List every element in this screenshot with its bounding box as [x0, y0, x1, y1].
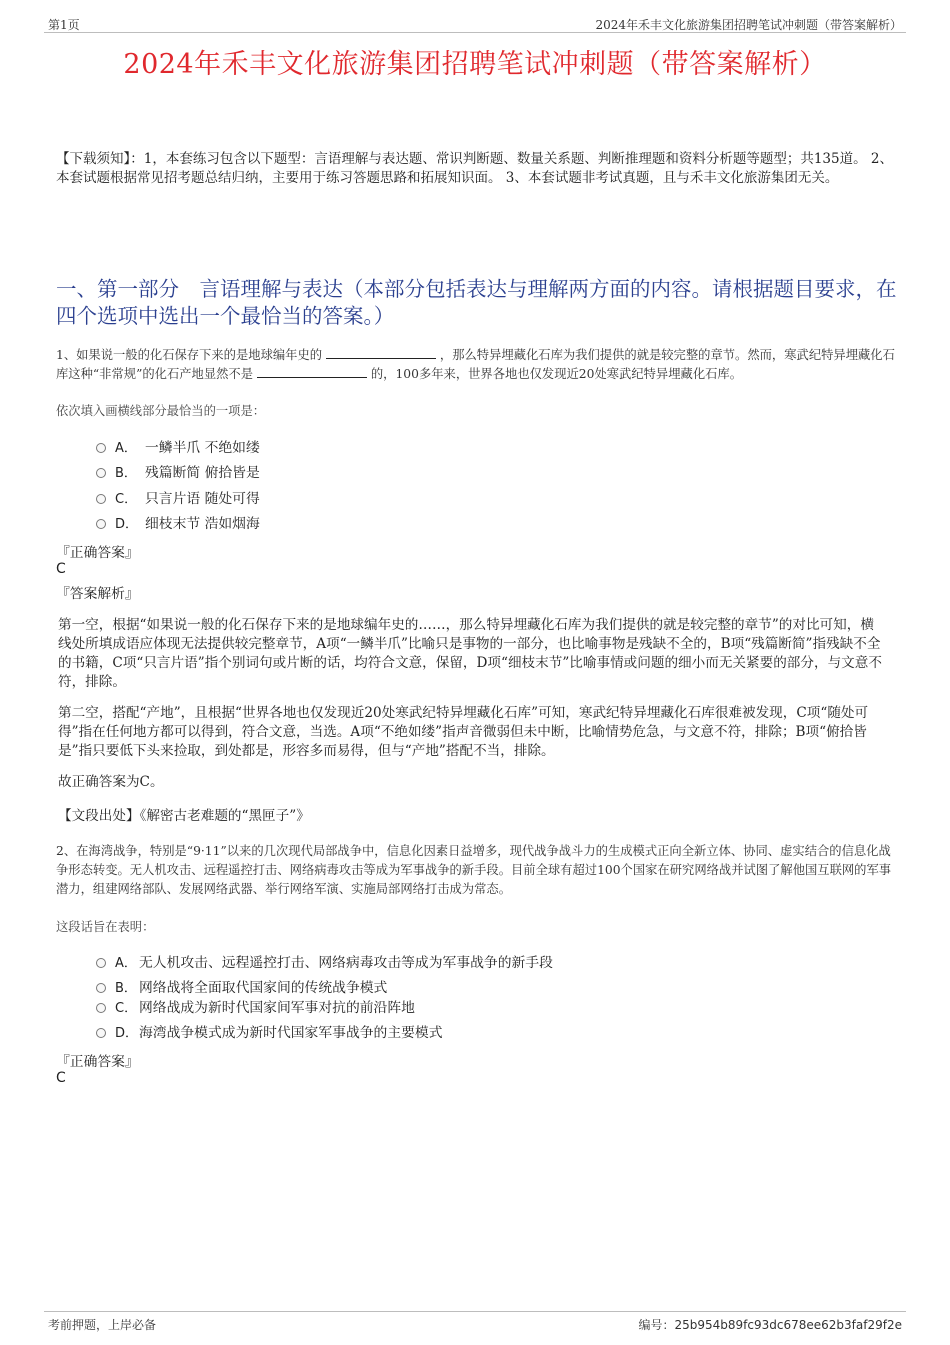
download-notice: 【下载须知】：1，本套练习包含以下题型：言语理解与表达题、常识判断题、数量关系题、判断推理题和资料分析题等题型；共135道。 2、本套试题根据常见招考题总结归纳，主要用于练习答题思路和拓展知识面。 3、本套试题非考试真题，且与禾丰文化旅游集团无关。	[56, 151, 893, 186]
q2-answer: C	[56, 1070, 66, 1086]
option-text: 只言片语 随处可得	[145, 491, 260, 507]
question-1-stem	[56, 346, 898, 384]
q2-option-d[interactable]	[96, 1021, 443, 1041]
option-letter: A．	[115, 955, 137, 971]
radio-icon[interactable]	[96, 1003, 106, 1013]
radio-icon[interactable]	[96, 443, 106, 453]
radio-icon[interactable]	[96, 983, 106, 993]
radio-icon[interactable]	[96, 519, 106, 529]
option-text: 海湾战争模式成为新时代国家军事战争的主要模式	[139, 1025, 443, 1041]
option-text: 残篇断简 俯拾皆是	[145, 465, 260, 481]
q1-answer-label: 『正确答案』	[56, 545, 139, 561]
option-letter: C．	[115, 491, 138, 507]
radio-icon[interactable]	[96, 494, 106, 504]
option-text: 细枝末节 浩如烟海	[145, 516, 260, 532]
question-2-stem: 2、在海湾战争，特别是“9·11”以来的几次现代局部战争中，信息化因素日益增多，现代战争战斗力的生成模式正向全新立体、协同、虚实结合的信息化战争形态转变。无人机攻击、远程遥控打击、网络病毒攻击等成为军事战争的新手段。目前全球有超过100个国家在研究网络战并试图了解他国互联网的军事潜力，组建网络部队、发展网络武器、举行网络军演、实施局部网络打击成为常态。	[56, 844, 892, 896]
q2-option-b[interactable]	[96, 976, 387, 996]
header-doc-title: 2024年禾丰文化旅游集团招聘笔试冲刺题（带答案解析）	[595, 18, 902, 32]
option-text: 无人机攻击、远程遥控打击、网络病毒攻击等成为军事战争的新手段	[139, 955, 553, 971]
radio-icon[interactable]	[96, 468, 106, 478]
q1-analysis-paragraph-1: 第一空，根据“如果说一般的化石保存下来的是地球编年史的……，那么特异埋藏化石库为我们提供的就是较完整的章节”的对比可知，横线处所填成语应体现无法提供较完整章节，A项“一鳞半爪”比喻只是事物的一部分，也比喻事物是残缺不全的，B项“残篇断简”指残缺不全的书籍，C项“只言片语”指个别词句或片断的话，均符合文意，保留，D项“细枝末节”比喻事情或问题的细小而无关紧要的部分，与文意不符，排除。	[58, 617, 882, 690]
option-text: 网络战将全面取代国家间的传统战争模式	[139, 980, 388, 996]
section-title: 一、第一部分 言语理解与表达（本部分包括表达与理解两方面的内容。请根据题目要求，在四个选项中选出一个最恰当的答案。）	[56, 277, 897, 328]
q2-answer-label: 『正确答案』	[56, 1054, 139, 1070]
serial-label: 编号：	[638, 1318, 675, 1332]
option-letter: B．	[115, 980, 137, 996]
question-1-text-b: ，那么特异埋藏化石库为我们提供的就是较完整的章节。然而，寒武纪特异埋藏化石库这种“非常规”的化石产地显然不是	[56, 348, 895, 381]
q2-option-c[interactable]	[96, 996, 415, 1016]
option-letter: A．	[115, 440, 137, 456]
q1-analysis-conclusion: 故正确答案为C。	[58, 774, 164, 790]
option-text: 网络战成为新时代国家间军事对抗的前沿阵地	[139, 1000, 415, 1016]
page-number: 第1页	[48, 18, 80, 32]
page-header	[44, 10, 906, 33]
question-1-text-a: 1、如果说一般的化石保存下来的是地球编年史的	[56, 348, 323, 362]
q1-analysis-label: 『答案解析』	[56, 586, 139, 602]
q1-source: 【文段出处】《解密古老难题的“黑匣子”》	[58, 808, 310, 824]
blank-2	[257, 365, 367, 378]
question-1-text-c: 的，100多年来，世界各地也仅发现近20处寒武纪特异埋藏化石库。	[370, 367, 743, 381]
q1-analysis-paragraph-2: 第二空，搭配“产地”，且根据“世界各地也仅发现近20处寒武纪特异埋藏化石库”可知，寒武纪特异埋藏化石库很难被发现，C项“随处可得”指在任何地方都可以得到，符合文意，当选。A项“不绝如缕”指声音微弱但未中断，比喻情势危急，与文意不符，排除；B项“俯拾皆是”指只要低下头来捡取，到处都是，形容多而易得，但与“产地”搭配不当，排除。	[58, 705, 869, 759]
q2-option-a[interactable]	[96, 951, 553, 971]
option-text: 一鳞半爪 不绝如缕	[145, 440, 260, 456]
q1-option-d[interactable]	[96, 512, 260, 532]
question-1-prompt: 依次填入画横线部分最恰当的一项是：	[56, 404, 266, 418]
option-letter: C．	[115, 1000, 138, 1016]
option-letter: D．	[115, 1025, 139, 1041]
q1-option-b[interactable]	[96, 461, 260, 481]
footer-slogan: 考前押题，上岸必备	[48, 1318, 157, 1332]
page-footer	[44, 1311, 906, 1342]
q1-option-a[interactable]	[96, 436, 260, 456]
radio-icon[interactable]	[96, 958, 106, 968]
blank-1	[326, 346, 436, 359]
q1-answer: C	[56, 561, 66, 577]
option-letter: B．	[115, 465, 137, 481]
q1-option-c[interactable]	[96, 487, 260, 507]
footer-serial	[638, 1316, 902, 1333]
question-2-prompt: 这段话旨在表明：	[56, 920, 155, 934]
radio-icon[interactable]	[96, 1028, 106, 1038]
serial-number: 25b954b89fc93dc678ee62b3faf29f2e	[674, 1318, 902, 1332]
option-letter: D．	[115, 516, 139, 532]
document-title: 2024年禾丰文化旅游集团招聘笔试冲刺题（带答案解析）	[123, 49, 827, 80]
